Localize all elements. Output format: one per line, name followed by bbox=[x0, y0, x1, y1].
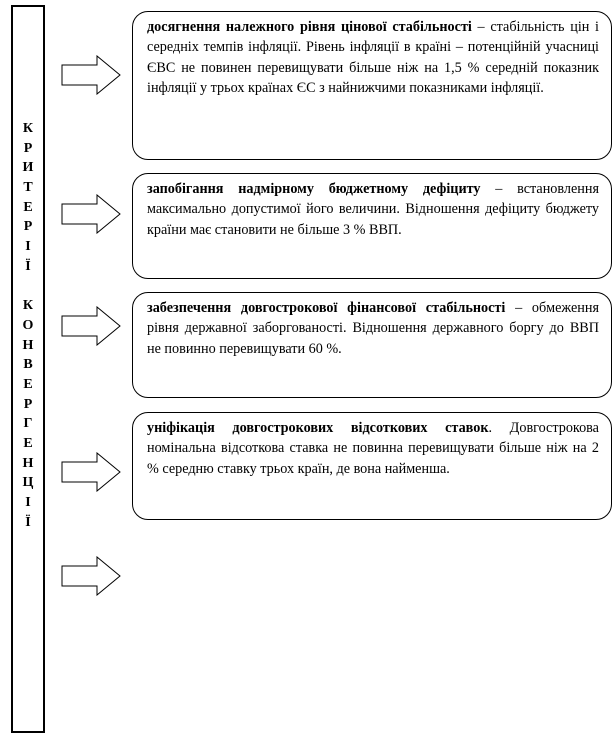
vertical-letter: І bbox=[25, 495, 31, 511]
vertical-letter: Г bbox=[23, 416, 33, 432]
vertical-criteria-label bbox=[13, 119, 43, 532]
criterion-title: запобігання надмірному бюджетному дефіциту bbox=[147, 181, 481, 197]
arrow-right-icon bbox=[61, 194, 121, 234]
vertical-letter: И bbox=[22, 160, 34, 176]
vertical-letter: Р bbox=[23, 396, 33, 412]
vertical-letter: Т bbox=[23, 180, 33, 196]
vertical-letter: Р bbox=[23, 140, 33, 156]
vertical-letter: Ї bbox=[25, 258, 31, 274]
criterion-title: уніфікація довгострокових відсоткових ставок bbox=[147, 420, 489, 436]
vertical-letter: Е bbox=[23, 199, 33, 215]
vertical-letter: Е bbox=[23, 436, 33, 451]
vertical-letter: Ї bbox=[25, 514, 31, 530]
vertical-letter bbox=[13, 277, 43, 297]
arrow-right-icon bbox=[61, 452, 121, 492]
criterion-body: – обмеження рівня державної заборгованості. Відношення державного боргу до ВВП не повинно перевищувати 60 %. bbox=[147, 300, 599, 357]
vertical-letter: Н bbox=[22, 337, 34, 353]
vertical-letter: К bbox=[22, 298, 34, 314]
criterion-card-interest-rates bbox=[132, 412, 612, 520]
criterion-title: досягнення належного рівня цінової стабільності bbox=[147, 19, 472, 35]
vertical-letter: Ц bbox=[22, 475, 34, 491]
vertical-letter: О bbox=[22, 317, 34, 333]
criterion-card-public-debt bbox=[132, 292, 612, 398]
criterion-body: – стабільність цін і середніх темпів інфляції. Рівень інфляції в країні – потенційній учасниці ЄВС не повинен перевищувати більше ніж на 1,5 % середній показник інфляції у трьох країнах ЄС з найнижчими показниками інфляції. bbox=[147, 19, 599, 96]
vertical-letter: І bbox=[25, 239, 31, 255]
vertical-letter: Р bbox=[23, 219, 33, 235]
arrow-right-icon bbox=[61, 55, 121, 95]
criteria-label-box bbox=[11, 5, 45, 733]
vertical-letter: Е bbox=[23, 376, 33, 392]
arrow-right-icon bbox=[61, 556, 121, 596]
vertical-letter: В bbox=[23, 357, 33, 373]
vertical-letter: К bbox=[22, 121, 34, 136]
criterion-body: . Довгострокова номінальна відсоткова ставка не повинна перевищувати більше ніж на 2 % середню ставку трьох країн, де вона найменша. bbox=[147, 420, 599, 477]
criterion-body: – встановлення максимально допустимої його величини. Відношення дефіциту бюджету країни має становити не більше 3 % ВВП. bbox=[147, 181, 599, 238]
criterion-title: забезпечення довгострокової фінансової стабільності bbox=[147, 300, 506, 316]
criterion-card-price-stability bbox=[132, 11, 612, 160]
vertical-letter: Н bbox=[22, 455, 34, 471]
criterion-card-budget-deficit bbox=[132, 173, 612, 279]
arrow-right-icon bbox=[61, 306, 121, 346]
